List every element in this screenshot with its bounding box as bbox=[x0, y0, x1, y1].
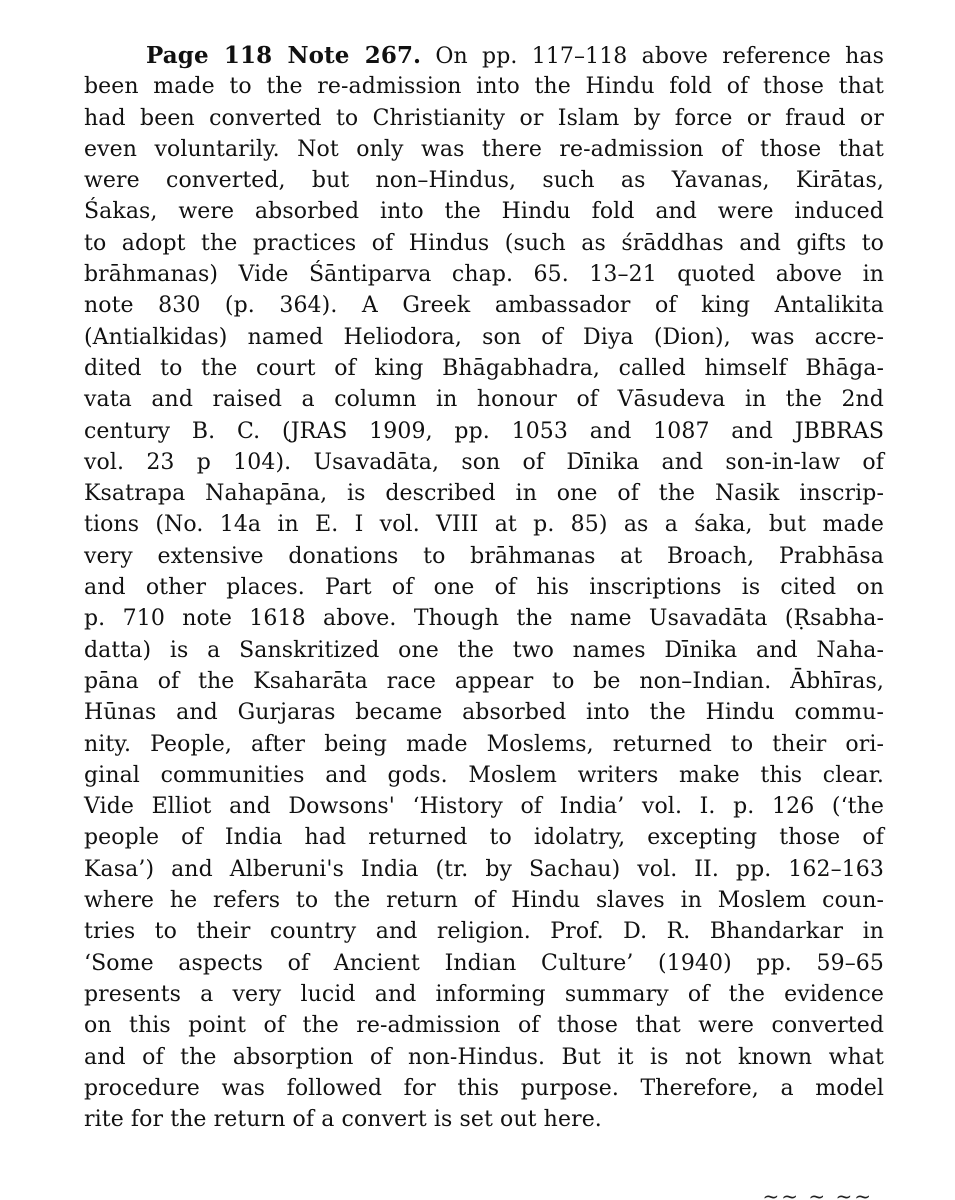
note-line: note 830 (p. 364). A Greek ambassador of king Antalikita bbox=[84, 293, 884, 319]
note-line: and other places. Part of one of his inscriptions is cited on bbox=[84, 575, 884, 601]
note-line: very extensive donations to brāhmanas at Broach, Prabhāsa bbox=[84, 543, 884, 569]
note-first-line-text: On pp. 117–118 above reference has bbox=[435, 44, 884, 69]
note-line: (Antialkidas) named Heliodora, son of Diya (Dion), was accre- bbox=[84, 324, 884, 350]
note-line: and of the absorption of non-Hindus. But it is not known what bbox=[84, 1044, 884, 1070]
note-paragraph bbox=[84, 40, 884, 1135]
note-last-line: rite for the return of a convert is set out here. bbox=[84, 1107, 602, 1133]
note-line: p. 710 note 1618 above. Though the name Usavadāta (Ṛsabha- bbox=[84, 606, 884, 632]
note-line: been made to the re-admission into the Hindu fold of those that bbox=[84, 74, 884, 100]
note-line: even voluntarily. Not only was there re-admission of those that bbox=[84, 136, 884, 162]
note-line: vol. 23 p 104). Usavadāta, son of Dīnika and son-in-law of bbox=[84, 449, 884, 475]
note-line: to adopt the practices of Hindus (such as śrāddhas and gifts to bbox=[84, 230, 884, 256]
note-line: ginal communities and gods. Moslem writers make this clear. bbox=[84, 762, 884, 788]
cut-off-next-line: ~~ ~ ~~ bbox=[762, 1184, 873, 1200]
note-line: century B. C. (JRAS 1909, pp. 1053 and 1087 and JBBRAS bbox=[84, 418, 884, 444]
note-line: presents a very lucid and informing summary of the evidence bbox=[84, 981, 884, 1007]
note-line: Śakas, were absorbed into the Hindu fold and were induced bbox=[84, 199, 884, 225]
note-line: pāna of the Ksaharāta race appear to be non–Indian. Ābhīras, bbox=[84, 668, 884, 694]
note-line: datta) is a Sanskritized one the two names Dīnika and Naha- bbox=[84, 637, 884, 663]
note-line: Vide Elliot and Dowsons' ‘History of India’ vol. I. p. 126 (‘the bbox=[84, 794, 884, 820]
note-line: nity. People, after being made Moslems, returned to their ori- bbox=[84, 731, 884, 757]
note-heading: Page 118 Note 267. bbox=[146, 42, 422, 69]
note-line: where he refers to the return of Hindu slaves in Moslem coun- bbox=[84, 888, 884, 914]
note-line: ‘Some aspects of Ancient Indian Culture’ (1940) pp. 59–65 bbox=[84, 950, 884, 976]
note-line: Hūnas and Gurjaras became absorbed into the Hindu commu- bbox=[84, 700, 884, 726]
note-line: dited to the court of king Bhāgabhadra, called himself Bhāga- bbox=[84, 355, 884, 381]
note-line: on this point of the re-admission of those that were converted bbox=[84, 1013, 884, 1039]
note-line: people of India had returned to idolatry, excepting those of bbox=[84, 825, 884, 851]
note-line: procedure was followed for this purpose. Therefore, a model bbox=[84, 1075, 884, 1101]
note-line: were converted, but non–Hindus, such as Yavanas, Kirātas, bbox=[84, 168, 884, 194]
note-line: Ksatrapa Nahapāna, is described in one of the Nasik inscrip- bbox=[84, 481, 884, 507]
note-first-line bbox=[84, 40, 884, 71]
note-line: tries to their country and religion. Prof. D. R. Bhandarkar in bbox=[84, 919, 884, 945]
note-line: brāhmanas) Vide Śāntiparva chap. 65. 13–21 quoted above in bbox=[84, 262, 884, 288]
note-line: vata and raised a column in honour of Vāsudeva in the 2nd bbox=[84, 387, 884, 413]
note-line: tions (No. 14a in E. I vol. VIII at p. 85) as a śaka, but made bbox=[84, 512, 884, 538]
note-line: had been converted to Christianity or Islam by force or fraud or bbox=[84, 105, 884, 131]
note-line: Kasa’) and Alberuni's India (tr. by Sachau) vol. II. pp. 162–163 bbox=[84, 856, 884, 882]
